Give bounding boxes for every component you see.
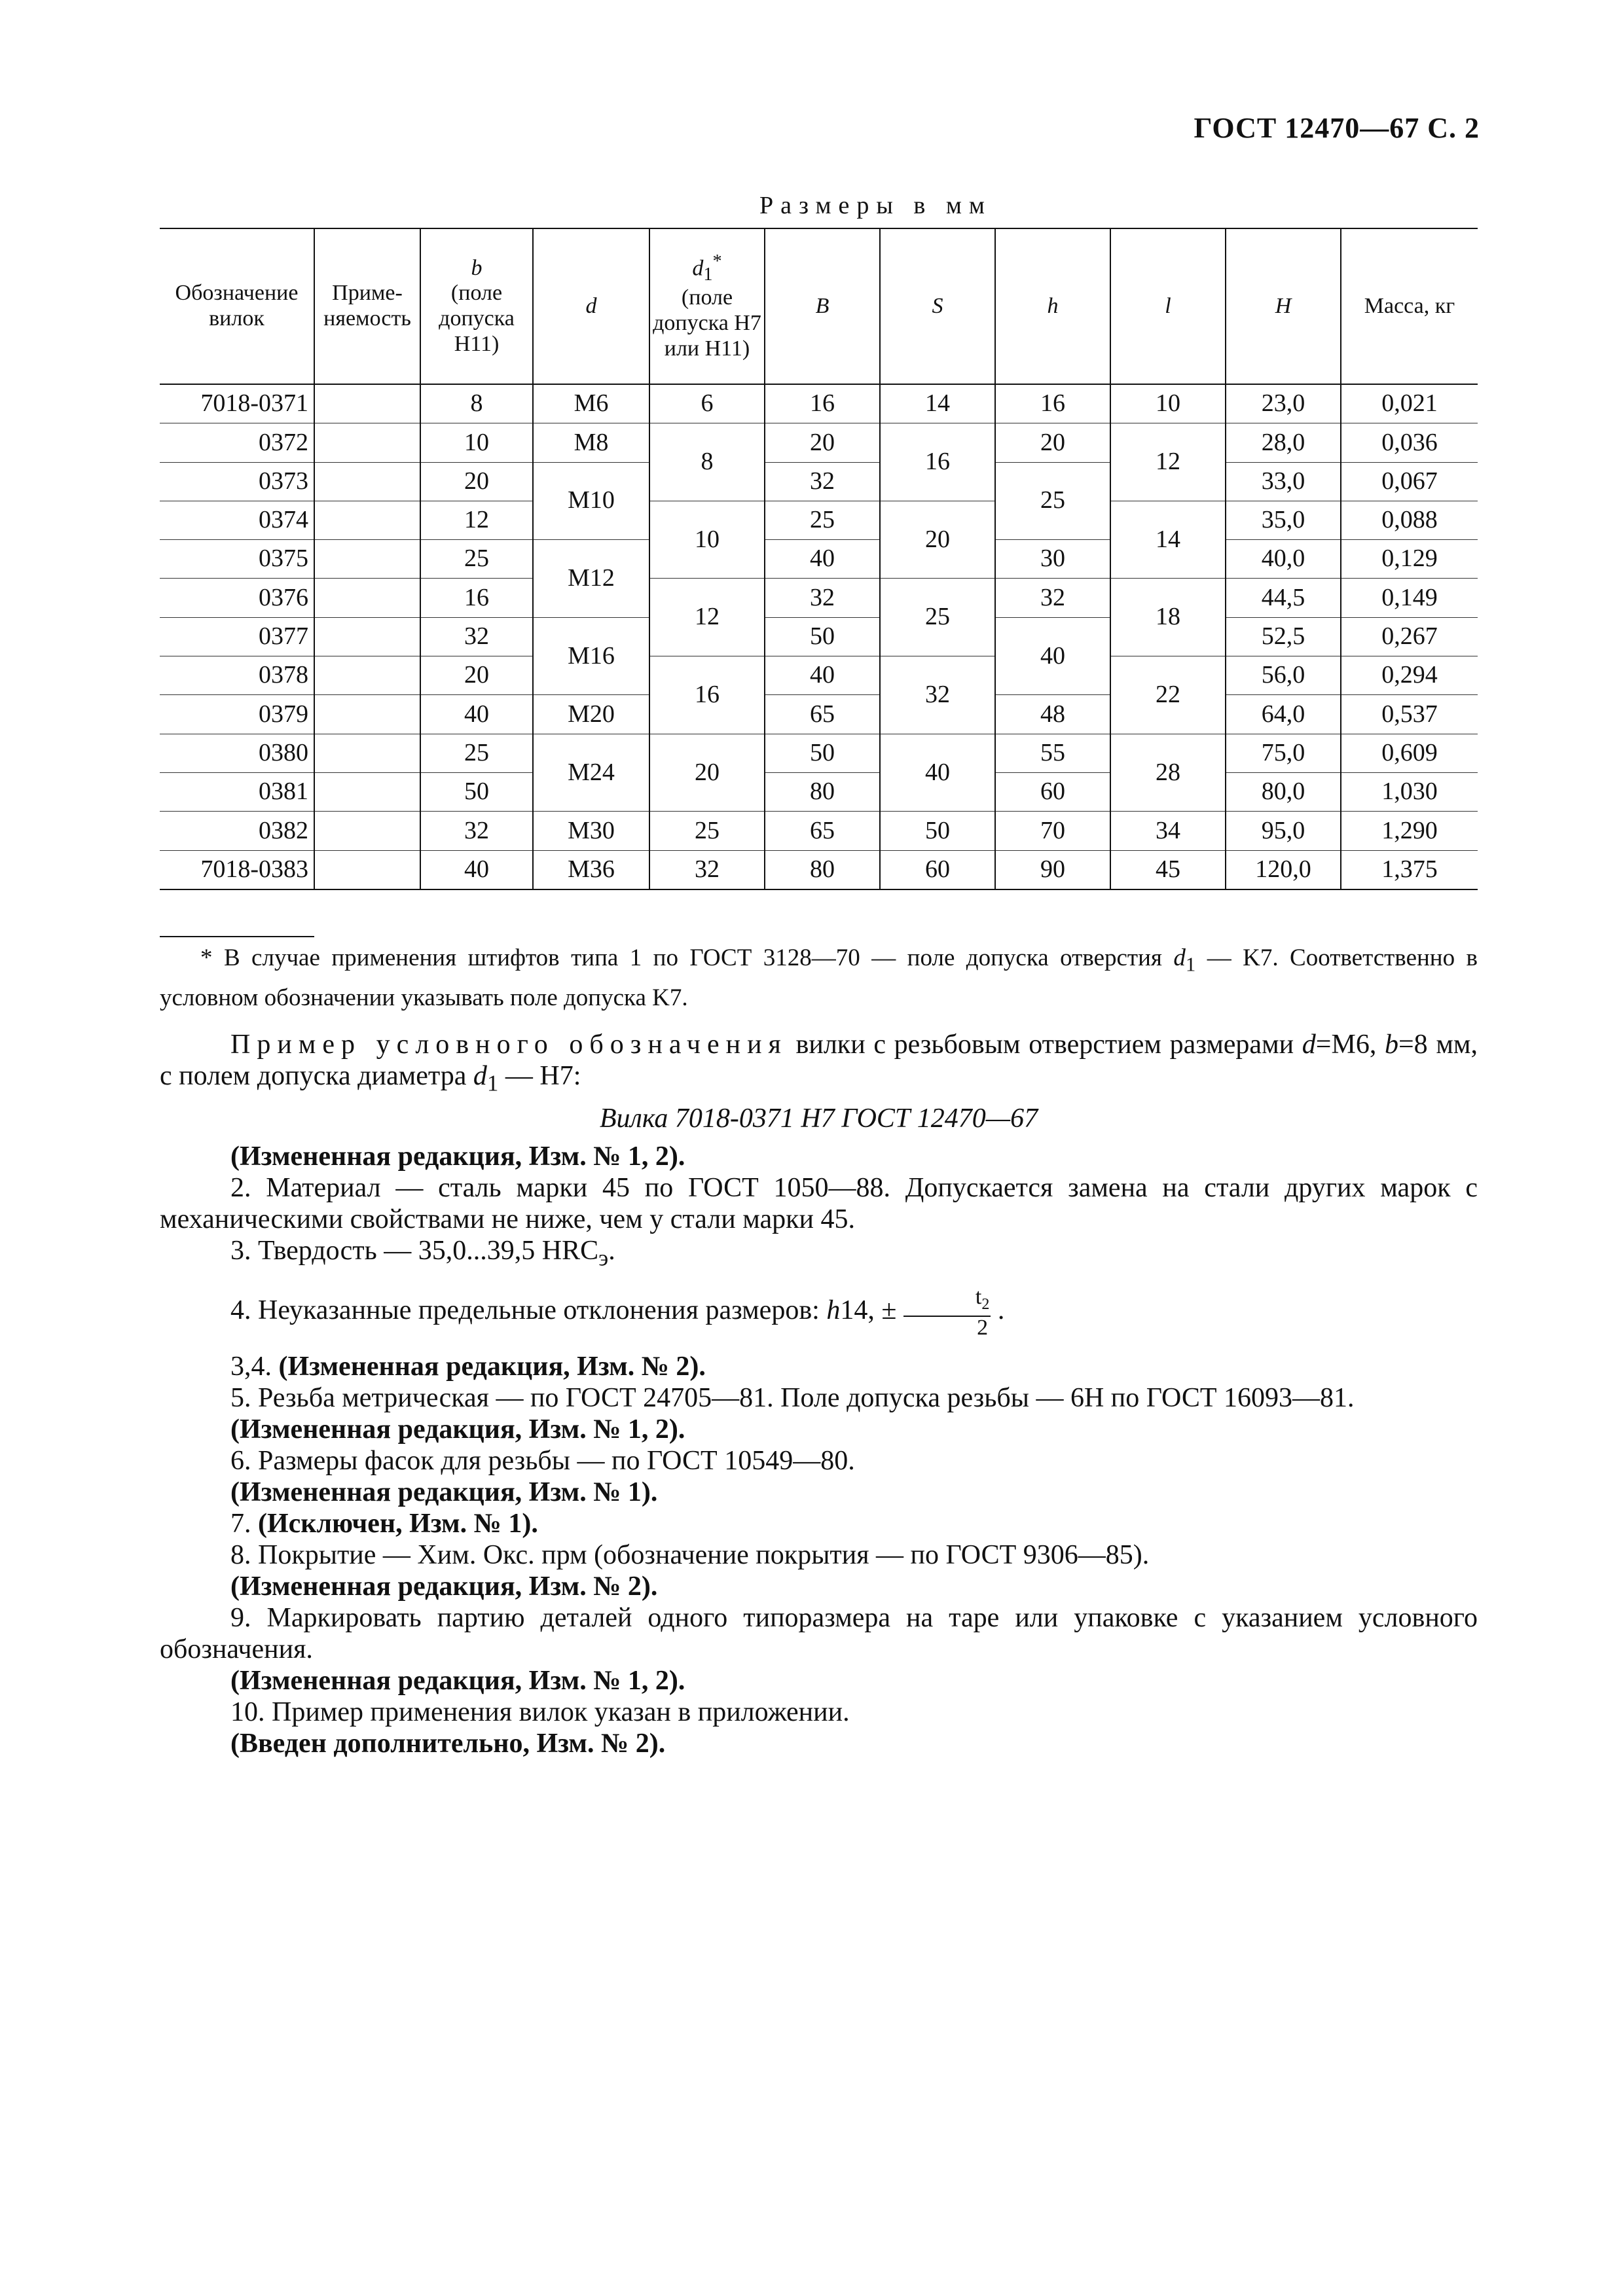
cell-code: 0375 [160, 540, 314, 579]
cell-l: 12 [1110, 423, 1226, 501]
cell-b: 50 [420, 772, 533, 811]
revision-note: (Измененная редакция, Изм. № 1, 2). [230, 1141, 685, 1172]
cell-h: 70 [995, 812, 1110, 850]
cell-code: 7018-0383 [160, 850, 314, 889]
example-designation: Вилка 7018-0371 H7 ГОСТ 12470—67 [599, 1103, 1038, 1134]
cell-B: 32 [765, 462, 880, 501]
cell-mass: 0,021 [1341, 384, 1478, 423]
paragraph-10: 10. Пример применения вилок указан в приложении. [230, 1696, 850, 1727]
cell-S: 25 [880, 579, 995, 656]
header-d1: $d_1^*$ (поле допуска H7 или H11) [649, 228, 765, 384]
table-row [160, 462, 1478, 501]
paragraph-3-4-revision: 3,4. (Измененная редакция, Изм. № 2). [230, 1351, 706, 1382]
cell-B: 50 [765, 617, 880, 656]
page-header: ГОСТ 12470—67 С. 2 [1194, 112, 1480, 144]
cell-H: 23,0 [1226, 384, 1341, 423]
cell-mass: 1,290 [1341, 812, 1478, 850]
cell-mass: 0,129 [1341, 540, 1478, 579]
cell-S: 40 [880, 734, 995, 812]
cell-B: 40 [765, 540, 880, 579]
cell-b: 40 [420, 850, 533, 889]
cell-code: 0374 [160, 501, 314, 539]
cell-H: 80,0 [1226, 772, 1341, 811]
cell-l: 18 [1110, 579, 1226, 656]
cell-mass: 0,036 [1341, 423, 1478, 462]
table-row [160, 656, 1478, 695]
cell-H: 95,0 [1226, 812, 1341, 850]
paragraph-4: 4. Неуказанные предельные отклонения размеров: h14, ± $\frac{t_2}{2}$ . [230, 1284, 1005, 1340]
cell-l: 45 [1110, 850, 1226, 889]
cell-H: 75,0 [1226, 734, 1341, 772]
cell-d1: 25 [649, 812, 765, 850]
document-body [160, 1029, 1478, 1759]
cell-code: 0382 [160, 812, 314, 850]
cell-mass: 1,375 [1341, 850, 1478, 889]
cell-applicability [314, 462, 420, 501]
header-b: b (поле допуска H11) [420, 228, 533, 384]
paragraph-3: 3. Твердость — 35,0...39,5 $HRC_э$. [230, 1236, 615, 1271]
cell-b: 12 [420, 501, 533, 539]
header-S: S [880, 228, 995, 384]
cell-b: 16 [420, 579, 533, 617]
cell-B: 80 [765, 850, 880, 889]
cell-mass: 0,609 [1341, 734, 1478, 772]
cell-applicability [314, 540, 420, 579]
cell-mass: 0,067 [1341, 462, 1478, 501]
revision-note: (Измененная редакция, Изм. № 2). [230, 1571, 658, 1602]
cell-applicability [314, 579, 420, 617]
cell-applicability [314, 423, 420, 462]
cell-B: 65 [765, 812, 880, 850]
paragraph-7: 7. (Исключен, Изм. № 1). [230, 1508, 538, 1539]
table-row [160, 695, 1478, 734]
cell-applicability [314, 850, 420, 889]
cell-mass: 0,294 [1341, 656, 1478, 695]
table-row [160, 617, 1478, 656]
paragraph-6: 6. Размеры фасок для резьбы — по ГОСТ 10549—80. [230, 1445, 855, 1476]
cell-H: 52,5 [1226, 617, 1341, 656]
cell-mass: 0,537 [1341, 695, 1478, 734]
cell-B: 20 [765, 423, 880, 462]
table-row [160, 540, 1478, 579]
cell-code: 0379 [160, 695, 314, 734]
cell-H: 44,5 [1226, 579, 1341, 617]
dimensions-table [160, 228, 1478, 890]
cell-d1: 32 [649, 850, 765, 889]
cell-d1: 6 [649, 384, 765, 423]
cell-h: 40 [995, 617, 1110, 695]
cell-d1: 8 [649, 423, 765, 501]
cell-b: 32 [420, 617, 533, 656]
cell-d: M30 [533, 812, 649, 850]
cell-l: 14 [1110, 501, 1226, 579]
header-h: h [995, 228, 1110, 384]
paragraph-5: 5. Резьба метрическая — по ГОСТ 24705—81. Поле допуска резьбы — 6H по ГОСТ 16093—81. [230, 1382, 1355, 1413]
cell-H: 56,0 [1226, 656, 1341, 695]
table-units-label: Размеры в мм [759, 192, 992, 219]
header-l: l [1110, 228, 1226, 384]
cell-b: 32 [420, 812, 533, 850]
cell-d: M16 [533, 617, 649, 695]
cell-d: M8 [533, 423, 649, 462]
cell-H: 28,0 [1226, 423, 1341, 462]
cell-B: 65 [765, 695, 880, 734]
cell-S: 16 [880, 423, 995, 501]
cell-code: 0377 [160, 617, 314, 656]
table-header-row [160, 228, 1478, 384]
table-row [160, 579, 1478, 617]
cell-applicability [314, 695, 420, 734]
tolerance-fraction: $\frac{t_2}{2}$ [903, 1286, 991, 1339]
paragraph-9: 9. Маркировать партию деталей одного типоразмера на таре или упаковке с указанием условного обозначения. [160, 1602, 1478, 1664]
cell-b: 25 [420, 540, 533, 579]
cell-code: 7018-0371 [160, 384, 314, 423]
cell-B: 80 [765, 772, 880, 811]
cell-l: 34 [1110, 812, 1226, 850]
cell-applicability [314, 656, 420, 695]
cell-S: 50 [880, 812, 995, 850]
paragraph-2: 2. Материал — сталь марки 45 по ГОСТ 1050—88. Допускается замена на стали других марок с механическими свойствами не ниже, чем у стали марки 45. [160, 1173, 1478, 1235]
example-paragraph: Пример условного обозначения вилки с резьбовым отверстием размерами d=M6, b=8 мм, с полем допуска диаметра $d_1$ — H7: [160, 1030, 1478, 1096]
cell-B: 25 [765, 501, 880, 539]
cell-code: 0380 [160, 734, 314, 772]
cell-applicability [314, 501, 420, 539]
cell-S: 20 [880, 501, 995, 579]
cell-b: 10 [420, 423, 533, 462]
cell-b: 25 [420, 734, 533, 772]
cell-B: 32 [765, 579, 880, 617]
cell-S: 32 [880, 656, 995, 734]
cell-h: 25 [995, 462, 1110, 540]
cell-B: 50 [765, 734, 880, 772]
revision-note: (Измененная редакция, Изм. № 1, 2). [230, 1414, 685, 1444]
table-row [160, 772, 1478, 811]
cell-code: 0372 [160, 423, 314, 462]
cell-l: 22 [1110, 656, 1226, 734]
cell-d: M24 [533, 734, 649, 812]
cell-applicability [314, 734, 420, 772]
cell-d1: 10 [649, 501, 765, 579]
cell-h: 48 [995, 695, 1110, 734]
cell-H: 40,0 [1226, 540, 1341, 579]
cell-b: 8 [420, 384, 533, 423]
cell-code: 0373 [160, 462, 314, 501]
header-designation: Обозначение вилок [160, 228, 314, 384]
cell-b: 20 [420, 656, 533, 695]
footnote-divider [160, 936, 314, 937]
cell-h: 32 [995, 579, 1110, 617]
header-H: H [1226, 228, 1341, 384]
cell-h: 55 [995, 734, 1110, 772]
cell-h: 30 [995, 540, 1110, 579]
header-B: B [765, 228, 880, 384]
cell-l: 10 [1110, 384, 1226, 423]
cell-d1: 16 [649, 656, 765, 734]
cell-d: M36 [533, 850, 649, 889]
cell-B: 40 [765, 656, 880, 695]
cell-code: 0381 [160, 772, 314, 811]
cell-d1: 12 [649, 579, 765, 656]
cell-d: M6 [533, 384, 649, 423]
cell-H: 64,0 [1226, 695, 1341, 734]
cell-applicability [314, 384, 420, 423]
cell-h: 60 [995, 772, 1110, 811]
cell-h: 16 [995, 384, 1110, 423]
revision-note: (Измененная редакция, Изм. № 1). [230, 1477, 658, 1507]
table-footnote: * В случае применения штифтов типа 1 по ГОСТ 3128—70 — поле допуска отверстия $d_1$ — K7. Соответственно в условном обозначении указывать поле допуска K7. [160, 944, 1478, 1012]
cell-S: 14 [880, 384, 995, 423]
table-row [160, 423, 1478, 462]
cell-l: 28 [1110, 734, 1226, 812]
header-applicability: Приме- няемость [314, 228, 420, 384]
cell-h: 20 [995, 423, 1110, 462]
cell-S: 60 [880, 850, 995, 889]
cell-b: 40 [420, 695, 533, 734]
cell-applicability [314, 812, 420, 850]
cell-code: 0378 [160, 656, 314, 695]
table-row [160, 734, 1478, 772]
revision-note: (Введен дополнительно, Изм. № 2). [230, 1728, 666, 1759]
table-row [160, 812, 1478, 850]
header-d: d [533, 228, 649, 384]
cell-d: M12 [533, 540, 649, 618]
cell-d: M10 [533, 462, 649, 540]
cell-d1: 20 [649, 734, 765, 812]
cell-applicability [314, 772, 420, 811]
cell-code: 0376 [160, 579, 314, 617]
header-mass: Масса, кг [1341, 228, 1478, 384]
cell-h: 90 [995, 850, 1110, 889]
cell-H: 35,0 [1226, 501, 1341, 539]
cell-mass: 0,149 [1341, 579, 1478, 617]
cell-mass: 0,088 [1341, 501, 1478, 539]
table-row [160, 850, 1478, 889]
paragraph-8: 8. Покрытие — Хим. Окс. прм (обозначение покрытия — по ГОСТ 9306—85). [230, 1539, 1150, 1570]
cell-mass: 1,030 [1341, 772, 1478, 811]
cell-H: 120,0 [1226, 850, 1341, 889]
cell-B: 16 [765, 384, 880, 423]
revision-note: (Измененная редакция, Изм. № 1, 2). [230, 1665, 685, 1696]
cell-H: 33,0 [1226, 462, 1341, 501]
cell-b: 20 [420, 462, 533, 501]
cell-d: M20 [533, 695, 649, 734]
table-row [160, 384, 1478, 423]
cell-applicability [314, 617, 420, 656]
table-row [160, 501, 1478, 539]
cell-mass: 0,267 [1341, 617, 1478, 656]
